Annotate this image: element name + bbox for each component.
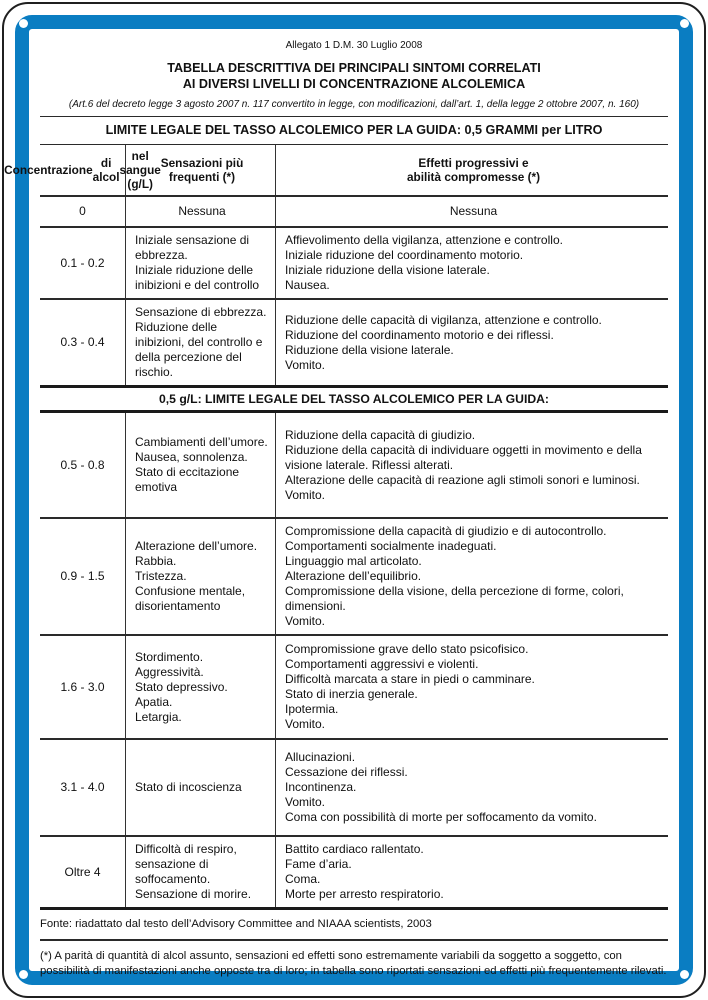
sensations-cell <box>125 740 275 835</box>
cell-line: Cambiamenti dell’umore. <box>135 435 268 449</box>
cell-line: Riduzione delle inibizioni, del controllo e della percezione del rischio. <box>135 320 263 379</box>
sensations-cell <box>125 228 275 298</box>
table-row <box>40 738 668 835</box>
cell-line: Aggressività. <box>135 664 204 679</box>
concentration-cell: 0 <box>79 204 86 218</box>
effects-cell <box>275 197 668 226</box>
cell-line: Cessazione dei riflessi. <box>285 765 408 779</box>
cell-line: Riduzione della capacità di individuare oggetti in movimento e della visione laterale. Riflessi alterati. <box>285 442 642 472</box>
concentration-cell: 0.9 - 1.5 <box>60 569 105 583</box>
document-title-line2: AI DIVERSI LIVELLI DI CONCENTRAZIONE ALCOLEMICA <box>182 77 526 91</box>
cell-line: Affievolimento della vigilanza, attenzione e controllo. <box>285 233 563 247</box>
cell-line: Riduzione delle capacità di vigilanza, attenzione e controllo. <box>285 312 602 327</box>
cell-line: Sensazione di ebbrezza. <box>135 305 267 319</box>
legal-limit-divider-row: 0,5 g/L: LIMITE LEGALE DEL TASSO ALCOLEMICO PER LA GUIDA: <box>40 385 668 413</box>
document-title <box>40 60 668 92</box>
sensations-cell <box>125 197 275 226</box>
screw-hole <box>680 19 689 28</box>
cell-line: Compromissione grave dello stato psicofisico. <box>285 642 529 656</box>
footnote: (*) A parità di quantità di alcol assunto, sensazioni ed effetti sono estremamente variabili da soggetto a soggetto, con possibilità di manifestazioni anche opposte tra di loro; in tabella sono riportati sensazioni ed effetti più frequentemente rilevati. <box>40 939 668 979</box>
table-row <box>40 195 668 226</box>
cell-line: Riduzione della capacità di giudizio. <box>285 427 476 442</box>
cell-line: Iniziale riduzione della visione laterale. <box>285 263 490 277</box>
cell-line: Comportamenti socialmente inadeguati. <box>285 539 497 553</box>
cell-line: Compromissione della capacità di giudizio e di autocontrollo. <box>285 524 607 538</box>
screw-hole <box>19 970 28 979</box>
table-row <box>40 226 668 298</box>
table-row <box>40 517 668 634</box>
cell-line: Nessuna <box>449 204 498 218</box>
table-header-row <box>4 145 668 195</box>
concentration-cell: 0.3 - 0.4 <box>60 335 105 349</box>
table-row <box>40 634 668 738</box>
sensations-cell <box>125 837 275 907</box>
sensations-cell <box>125 519 275 634</box>
col-header-concentration <box>4 145 161 195</box>
concentration-cell: 0.5 - 0.8 <box>60 457 105 472</box>
cell-line: Comportamenti aggressivi e violenti. <box>285 657 479 671</box>
document-subtitle: (Art.6 del decreto legge 3 agosto 2007 n. 117 convertito in legge, con modificazioni, dall’art. 1, della legge 2 ottobre 2007, n. 160) <box>68 99 640 110</box>
cell-line: Apatia. <box>135 694 173 709</box>
cell-line: Tristezza. <box>135 569 187 583</box>
table-row <box>40 298 668 385</box>
cell-line: Stato di incoscienza <box>135 780 242 794</box>
effects-cell <box>275 300 668 385</box>
effects-cell <box>275 519 668 634</box>
cell-line: Coma con possibilità di morte per soffocamento da vomito. <box>285 810 597 824</box>
effects-cell <box>275 636 668 738</box>
cell-line: Iniziale riduzione del coordinamento motorio. <box>285 248 524 262</box>
cell-line: Morte per arresto respiratorio. <box>285 887 444 901</box>
cell-line: Rabbia. <box>135 554 177 568</box>
col-header-sensations: Sensazioni più frequenti (*) <box>125 145 275 195</box>
cell-line: Difficoltà di respiro, sensazione di soffocamento. <box>135 842 237 886</box>
cell-line: Alterazione dell’umore. <box>135 539 258 553</box>
table-row <box>40 835 668 907</box>
cell-line: Nessuna <box>178 204 226 218</box>
cell-line: Iniziale sensazione di ebbrezza. <box>135 233 250 262</box>
concentration-cell: 3.1 - 4.0 <box>60 780 105 794</box>
sensations-cell <box>125 413 275 517</box>
cell-line: Riduzione della visione laterale. <box>285 342 454 357</box>
cell-line: Linguaggio mal articolato. <box>285 554 422 568</box>
cell-line: Effetti progressivi e <box>418 156 529 170</box>
cell-line: Alterazione delle capacità di reazione agli stimoli sonori e luminosi. <box>285 472 640 487</box>
cell-line: Difficoltà marcata a stare in piedi o camminare. <box>285 672 535 686</box>
sensations-cell <box>125 300 275 385</box>
effects-cell <box>275 740 668 835</box>
cell-line: Stato di inerzia generale. <box>285 687 418 701</box>
cell-line: Stato di eccitazione emotiva <box>135 465 240 494</box>
concentration-cell: 0.1 - 0.2 <box>60 255 105 270</box>
concentration-cell: 1.6 - 3.0 <box>60 679 105 694</box>
concentration-cell: Oltre 4 <box>64 864 101 879</box>
allegato-reference: Allegato 1 D.M. 30 Luglio 2008 <box>285 40 423 51</box>
cell-line: Compromissione della visione, della percezione di forme, colori, dimensioni. <box>285 584 624 613</box>
cell-line: Nausea. <box>285 278 330 292</box>
cell-line: Vomito. <box>285 614 326 628</box>
col-header-effects <box>275 145 668 195</box>
screw-hole <box>19 19 28 28</box>
symptoms-table <box>4 144 668 910</box>
cell-line: Incontinenza. <box>285 780 357 794</box>
cell-line: Vomito. <box>285 795 326 809</box>
cell-line: Letargia. <box>135 709 182 724</box>
cell-line: abilità compromesse (*) <box>406 170 541 184</box>
cell-line: Alterazione dell’equilibrio. <box>285 569 422 583</box>
document-title-line1: TABELLA DESCRITTIVA DEI PRINCIPALI SINTOMI CORRELATI <box>167 61 541 75</box>
cell-line: Sensazione di morire. <box>135 887 252 901</box>
effects-cell <box>275 413 668 517</box>
cell-line: Stordimento. <box>135 649 204 664</box>
cell-line: Confusione mentale, disorientamento <box>135 584 246 613</box>
effects-cell <box>275 228 668 298</box>
legal-limit-banner: LIMITE LEGALE DEL TASSO ALCOLEMICO PER LA GUIDA: 0,5 GRAMMI per LITRO <box>40 116 668 144</box>
cell-line: Iniziale riduzione delle inibizioni e del controllo <box>135 263 260 292</box>
cell-line: Stato depressivo. <box>135 679 228 694</box>
screw-hole <box>680 970 689 979</box>
cell-line: Riduzione del coordinamento motorio e dei riflessi. <box>285 327 554 342</box>
source-note: Fonte: riadattato dal testo dell’Advisory Committee and NIAAA scientists, 2003 <box>40 918 432 930</box>
cell-line: Fame d’aria. <box>285 857 352 871</box>
cell-line: Concentrazione <box>4 163 93 177</box>
cell-line: Ipotermia. <box>285 702 339 716</box>
cell-line: di alcol <box>92 156 120 184</box>
effects-cell <box>275 837 668 907</box>
sign-content <box>4 36 668 979</box>
cell-line: Allucinazioni. <box>285 750 356 764</box>
cell-line: Coma. <box>285 872 321 886</box>
cell-line: nel sangue (g/L) <box>119 149 161 191</box>
cell-line: Vomito. <box>285 487 326 502</box>
cell-line: Vomito. <box>285 357 326 372</box>
table-row <box>40 413 668 517</box>
sensations-cell <box>125 636 275 738</box>
cell-line: Vomito. <box>285 717 326 731</box>
cell-line: Battito cardiaco rallentato. <box>285 842 424 856</box>
cell-line: Nausea, sonnolenza. <box>135 450 248 464</box>
